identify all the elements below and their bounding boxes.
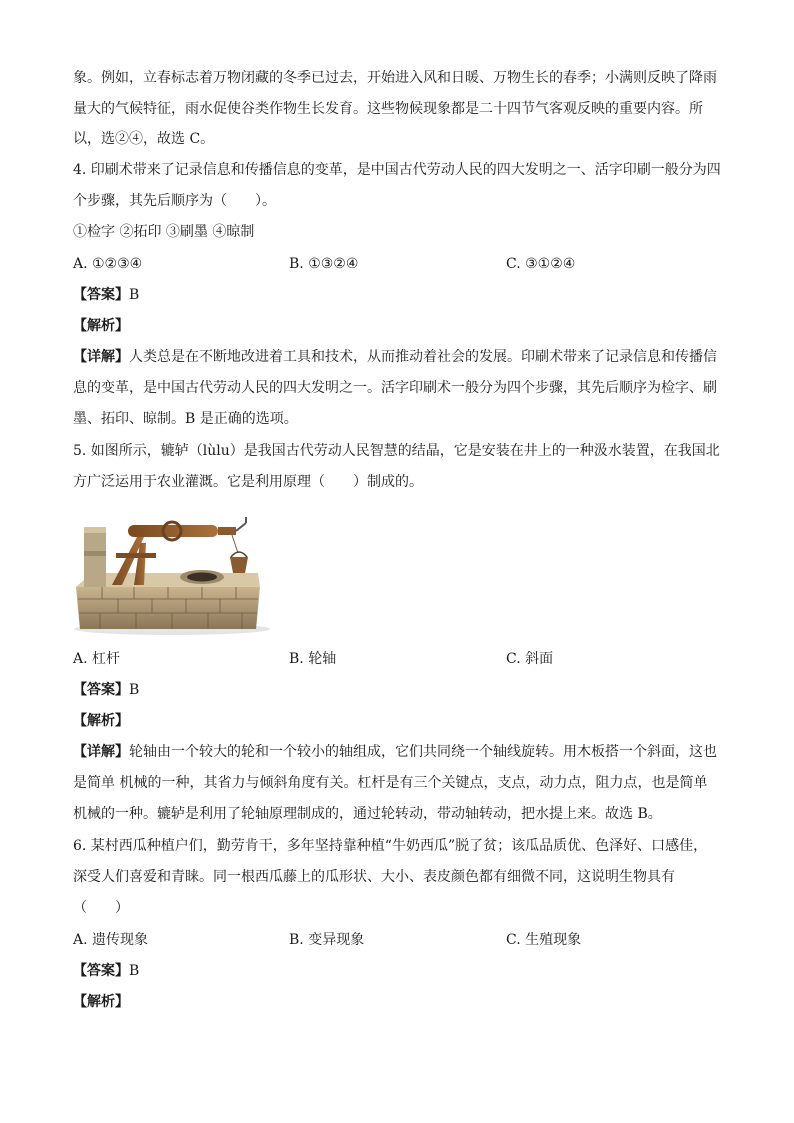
- q5-question-line-2: 方广泛运用于农业灌溉。它是利用原理（ ）制成的。: [73, 474, 423, 490]
- q5-detail-line-3: 机械的一种。辘轳是利用了轮轴原理制成的，通过轮转动，带动轴转动，把水提上来。故选 B。: [73, 806, 662, 822]
- q6-answer-tag: 【答案】: [73, 963, 129, 979]
- q5-option-c: C. 斜面: [506, 651, 554, 667]
- q5-option-a: A. 杠杆: [73, 651, 121, 667]
- q5-question-line-1: 5. 如图所示，辘轳（lùlu）是我国古代劳动人民智慧的结晶，它是安装在井上的一种汲水装置，在我国北: [73, 443, 720, 459]
- q6-option-a: A. 遗传现象: [73, 932, 149, 948]
- q4-detail-line-2: 息的变革，是中国古代劳动人民的四大发明之一。活字印刷术一般分为四个步骤，其先后顺序为检字、刷: [73, 380, 717, 396]
- q4-option-a: A. ①②③④: [73, 256, 143, 272]
- q5-detail-line-1: [73, 742, 717, 762]
- q6-answer: [73, 961, 139, 981]
- q4-detail-line-3: 墨、拓印、晾制。B 是正确的选项。: [73, 411, 298, 427]
- intro-line-3: 以，选②④，故选 C。: [73, 131, 215, 147]
- q4-detail-text-1: 人类总是在不断地改进着工具和技术，从而推动着社会的发展。印刷术带来了记录信息和传播信: [129, 349, 717, 365]
- q4-detail-line-1: [73, 347, 717, 367]
- q5-analysis-tag: 【解析】: [73, 713, 129, 729]
- intro-line-2: 量大的气候特征，雨水促使谷类作物生长发育。这些物候现象都是二十四节气客观反映的重要内容。所: [73, 101, 703, 117]
- q6-question-line-1: 6. 某村西瓜种植户们，勤劳肯干，多年坚持靠种植“牛奶西瓜”脱了贫；该瓜品质优、色泽好、口感佳，: [73, 838, 708, 854]
- q4-answer: [73, 285, 139, 305]
- q6-option-c: C. 生殖现象: [506, 932, 582, 948]
- q4-option-c: C. ③①②④: [506, 256, 576, 272]
- q6-answer-value: B: [129, 963, 140, 979]
- q4-detail-tag: 【详解】: [73, 349, 129, 365]
- q4-question-line-2: 个步骤，其先后顺序为（ ）。: [73, 193, 276, 209]
- q4-analysis-tag: 【解析】: [73, 318, 129, 334]
- q4-steps: ①检字 ②拓印 ③刷墨 ④晾制: [73, 224, 255, 240]
- q6-question-line-2: 深受人们喜爱和青睐。同一根西瓜藤上的瓜形状、大小、表皮颜色都有细微不同，这说明生物具有: [73, 869, 675, 885]
- q6-question-line-3: （ ）: [73, 900, 129, 916]
- q4-answer-value: B: [129, 287, 140, 303]
- q4-answer-tag: 【答案】: [73, 287, 129, 303]
- q4-question-line-1: 4. 印刷术带来了记录信息和传播信息的变革，是中国古代劳动人民的四大发明之一、活字印刷一般分为四: [73, 162, 721, 178]
- q5-answer-tag: 【答案】: [73, 682, 129, 698]
- q5-detail-text-1: 轮轴由一个较大的轮和一个较小的轴组成，它们共同绕一个轴线旋转。用木板搭一个斜面，这也: [129, 744, 717, 760]
- windlass-image: [72, 513, 278, 635]
- q5-detail-tag: 【详解】: [73, 744, 129, 760]
- q6-option-b: B. 变异现象: [289, 932, 365, 948]
- q4-option-b: B. ①③②④: [289, 256, 359, 272]
- q5-detail-line-2: 是简单 机械的一种，其省力与倾斜角度有关。杠杆是有三个关键点，支点，动力点，阻力点，也是简单: [73, 775, 708, 791]
- q6-analysis-tag: 【解析】: [73, 994, 129, 1010]
- intro-line-1: 象。例如，立春标志着万物闭藏的冬季已过去，开始进入风和日暖、万物生长的春季；小满则反映了降雨: [73, 70, 717, 86]
- q5-option-b: B. 轮轴: [289, 651, 337, 667]
- q5-answer: [73, 680, 139, 700]
- q5-answer-value: B: [129, 682, 140, 698]
